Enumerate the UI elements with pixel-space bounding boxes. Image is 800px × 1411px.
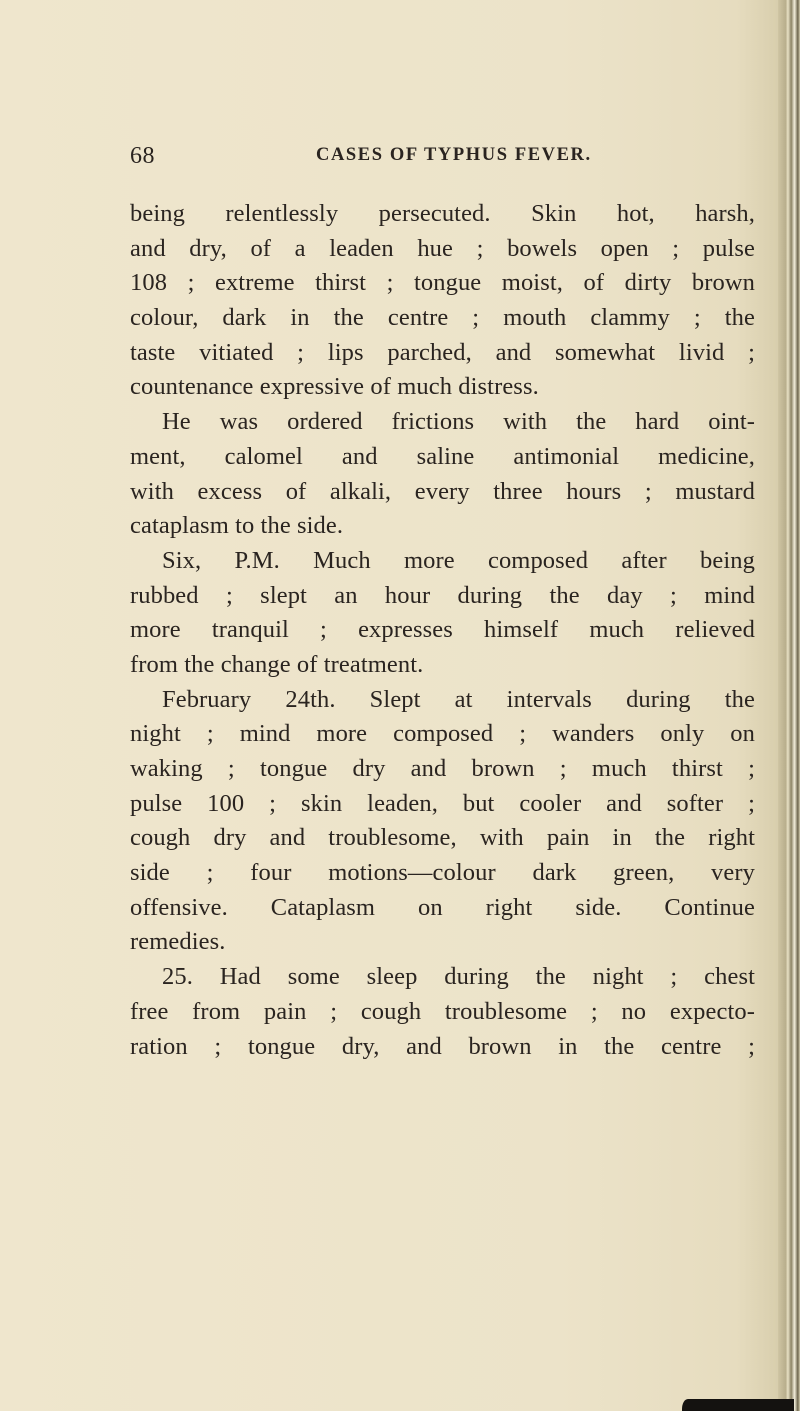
text-line: ment, calomel and saline antimonial medicine,	[130, 442, 755, 470]
text-line: countenance expressive of much distress.	[130, 373, 539, 401]
text-line: more tranquil ; expresses himself much relieved	[130, 616, 755, 644]
page-corner-edge	[682, 1399, 794, 1411]
page-header	[130, 143, 650, 173]
text-line: cataplasm to the side.	[130, 512, 344, 540]
text-line: remedies.	[130, 928, 226, 956]
text-line: colour, dark in the centre ; mouth clammy ; the	[130, 304, 755, 332]
text-line: He was ordered frictions with the hard oint-	[162, 408, 755, 436]
text-line: being relentlessly persecuted. Skin hot, harsh,	[130, 200, 755, 227]
text-line: and dry, of a leaden hue ; bowels open ; pulse	[130, 234, 755, 262]
text-line: Six, P.M. Much more composed after being	[162, 546, 755, 574]
book-gutter-shadow	[778, 0, 800, 1411]
text-line: ration ; tongue dry, and brown in the centre ;	[130, 1032, 755, 1060]
text-line: rubbed ; slept an hour during the day ; mind	[130, 581, 755, 609]
text-line: 25. Had some sleep during the night ; chest	[162, 963, 755, 991]
text-line: with excess of alkali, every three hours ; mustard	[130, 477, 755, 505]
text-line: offensive. Cataplasm on right side. Continue	[130, 893, 755, 921]
text-line: pulse 100 ; skin leaden, but cooler and softer ;	[130, 789, 755, 817]
page-number: 68	[130, 143, 155, 169]
text-line: taste vitiated ; lips parched, and somewhat livid ;	[130, 338, 755, 366]
running-head: CASES OF TYPHUS FEVER.	[316, 145, 592, 165]
text-line: 108 ; extreme thirst ; tongue moist, of dirty brown	[130, 269, 755, 297]
text-line: from the change of treatment.	[130, 650, 424, 678]
text-line: waking ; tongue dry and brown ; much thirst ;	[130, 755, 755, 782]
text-line: February 24th. Slept at intervals during the	[162, 685, 755, 713]
body-text	[130, 197, 755, 1064]
text-line: side ; four motions—colour dark green, very	[130, 859, 755, 887]
text-line: free from pain ; cough troublesome ; no expecto-	[130, 997, 755, 1025]
text-line: night ; mind more composed ; wanders only on	[130, 720, 755, 748]
text-line: cough dry and troublesome, with pain in the right	[130, 824, 755, 852]
